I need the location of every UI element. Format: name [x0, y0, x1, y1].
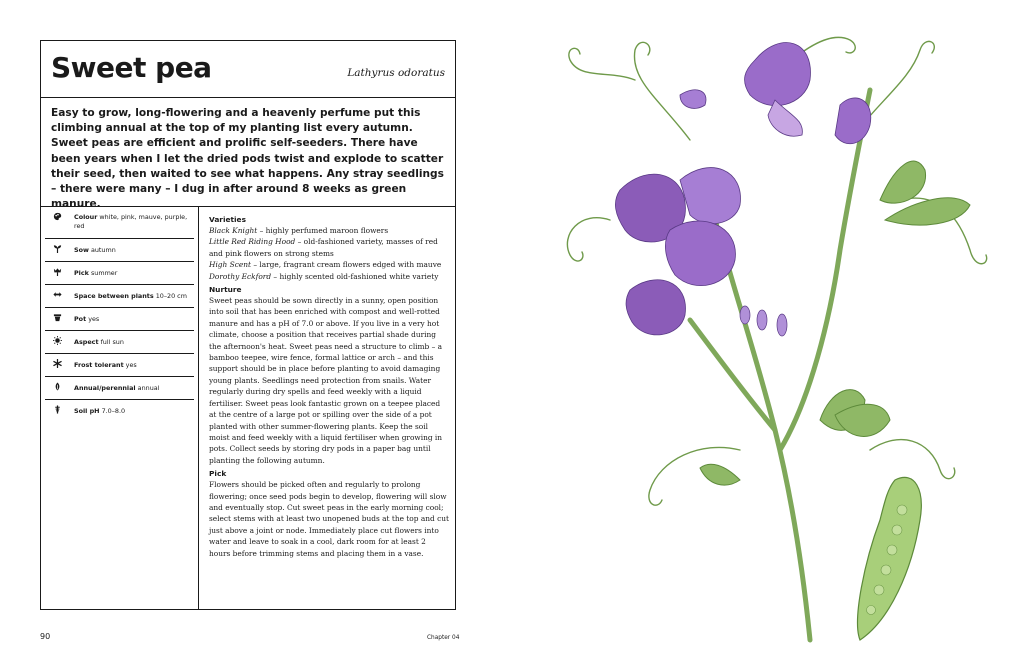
chapter-label: Chapter 04	[427, 635, 460, 641]
fact-label: Pot	[74, 315, 87, 323]
nurture-heading: Nurture	[209, 285, 242, 295]
bud	[740, 306, 750, 324]
palette-icon	[53, 212, 62, 221]
fact-label: Colour	[74, 213, 98, 221]
flower-petal	[745, 43, 811, 106]
fact-value: autumn	[90, 246, 116, 254]
flower-petal	[768, 100, 802, 136]
fact-value: full sun	[100, 338, 124, 346]
flower-petal	[626, 280, 685, 335]
soil-ph-icon	[53, 405, 62, 414]
pot-icon	[53, 313, 62, 322]
snowflake-icon	[53, 359, 62, 368]
fact-row	[45, 285, 194, 308]
nurture-text: Sweet peas should be sown directly in a sunny, open position into soil that has been enriched with compost and well-rotted manure and has a pH of 7.0 or above. If you live in a very hot climate, choose a position that receives partial shade during the afternoon's heat. Sweet peas need a structure to climb – a bamboo teepee, wire fence, formal lattice or arch – and this support should be in place before planting to avoid damaging young plants. Seedlings need protection from snails. Water regularly during dry spells and feed weekly with a liquid fertiliser. Sweet peas look fantastic grown on a teepee placed at the centre of a large pot or spilling over the side of a pot planted with other summer-flowering plants. Keep the soil moist and feed weekly with a liquid fertiliser when growing in pots. Collect seeds by storing dry pods in a paper bag until planting the following autumn.	[209, 296, 443, 465]
fact-value: white, pink, mauve, purple, red	[74, 213, 188, 230]
pick-heading: Pick	[209, 469, 227, 479]
fact-row	[45, 207, 194, 239]
flower-petal	[680, 90, 706, 109]
intro-paragraph: Easy to grow, long-flowering and a heavenly perfume put this climbing annual at the top of my planting list every autumn. Sweet peas are efficient and prolific self-seeders. There have been years when I let the dried pods twist and explode to scatter their seed, then waited to see what happens. Any stray seedlings – there were many – I dug in after around 8 weeks as green manure.	[51, 107, 444, 211]
fact-label: Pick	[74, 269, 89, 277]
fact-value: 7.0–8.0	[101, 407, 126, 415]
tendril	[567, 218, 610, 261]
variety-item	[209, 225, 449, 236]
leaf	[700, 464, 740, 485]
title-row	[41, 41, 455, 98]
fact-label: Space between plants	[74, 292, 154, 300]
seed-pod	[858, 477, 922, 640]
fact-row	[45, 400, 194, 423]
varieties-heading: Varieties	[209, 215, 246, 224]
plant-profile-card	[40, 40, 456, 610]
page-number: 90	[40, 632, 51, 641]
fact-value: yes	[125, 361, 137, 369]
variety-desc: – large, fragrant cream flowers edged with mauve	[250, 260, 442, 270]
fact-label: Soil pH	[74, 407, 100, 415]
bud	[757, 310, 767, 330]
variety-desc: – highly scented old-fashioned white variety	[271, 271, 439, 281]
facts-column	[41, 207, 199, 610]
fact-label: Annual/perennial	[74, 384, 136, 392]
leaf	[880, 161, 926, 203]
leaf-cycle-icon	[53, 382, 62, 391]
bud	[777, 314, 787, 336]
fact-value: annual	[137, 384, 160, 392]
leaves	[700, 161, 970, 485]
variety-name: Dorothy Eckford	[209, 271, 272, 281]
fact-label: Frost tolerant	[74, 361, 124, 369]
fact-row	[45, 239, 194, 262]
tendril	[634, 42, 690, 140]
tendril	[569, 48, 635, 80]
spacing-icon	[53, 290, 62, 299]
page-title: Sweet pea	[51, 51, 212, 84]
variety-desc: – highly perfumed maroon flowers	[257, 226, 389, 235]
fact-row	[45, 377, 194, 400]
sweet-pea-illustration	[540, 20, 1010, 650]
variety-item	[209, 271, 449, 282]
detail-column	[209, 214, 449, 561]
seedling-icon	[53, 244, 62, 253]
fact-row	[45, 354, 194, 377]
fact-row	[45, 308, 194, 331]
latin-name: Lathyrus odoratus	[347, 67, 445, 79]
fact-value: summer	[90, 269, 118, 277]
fact-row	[45, 331, 194, 354]
flower-icon	[53, 267, 62, 276]
flower-petal	[835, 98, 871, 144]
sun-icon	[53, 336, 62, 345]
fact-value: yes	[88, 315, 100, 323]
tendril	[870, 440, 955, 479]
variety-item	[209, 259, 449, 270]
flower-petal	[665, 221, 735, 286]
fact-label: Aspect	[74, 338, 99, 346]
variety-name: High Scent	[209, 260, 251, 270]
fact-value: 10–20 cm	[155, 292, 187, 300]
variety-desc: – old-fashioned variety, masses of red and pink flowers on strong stems	[209, 237, 438, 258]
variety-name: Black Knight	[209, 226, 258, 235]
flower-petal	[680, 168, 740, 224]
variety-item	[209, 236, 449, 259]
fact-label: Sow	[74, 246, 89, 254]
pick-text: Flowers should be picked often and regularly to prolong flowering; once seed pods begin to develop, flowering will slow and eventually stop. Cut sweet peas in the early morning cool; select stems with at least two unopened buds at the top and cut just above a joint or node. Immediately place cut flowers into water and leave to soak in a cool, dark room for at least 2 hours before trimming stems and placing them in a vase.	[209, 480, 449, 558]
fact-row	[45, 262, 194, 285]
variety-name: Little Red Riding Hood	[209, 237, 296, 247]
details-section	[41, 206, 455, 610]
